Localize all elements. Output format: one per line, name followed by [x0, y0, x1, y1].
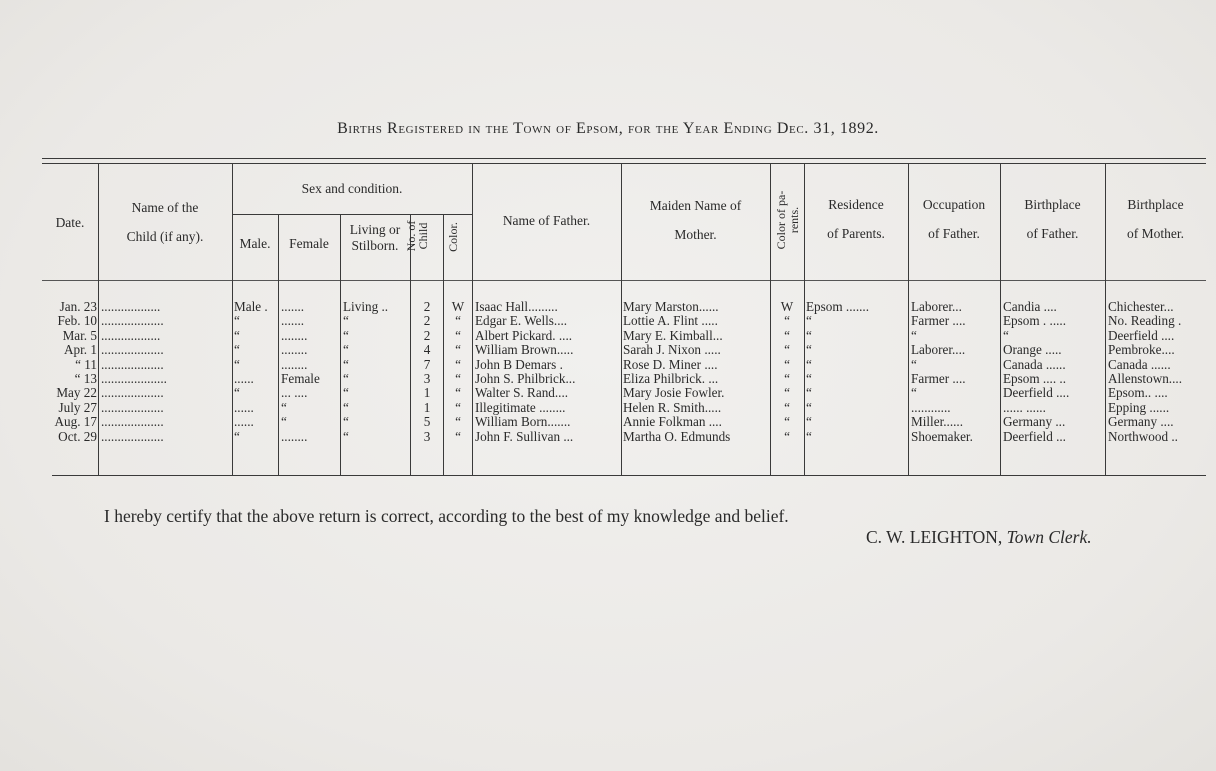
cell-cp: “	[784, 415, 790, 430]
cell-num: 3	[423, 429, 431, 444]
cell-color: W	[451, 300, 465, 314]
cell-bpf: Germany ...	[1003, 415, 1066, 430]
cell-living: “	[343, 357, 349, 372]
cell-living: “	[343, 343, 349, 358]
header-living-2: Stilborn.	[351, 238, 399, 253]
cell-female: ........	[281, 343, 308, 358]
cell-living: “	[343, 386, 349, 401]
cell-bpf: Epsom .... ..	[1003, 372, 1067, 386]
cell-bpm: Northwood ..	[1108, 429, 1178, 444]
cell-father: William Brown.....	[475, 343, 574, 358]
cell-num: 3	[423, 372, 431, 386]
cell-occ: Miller......	[911, 415, 964, 430]
cell-res: “	[806, 372, 812, 386]
cell-male: ......	[234, 400, 254, 415]
cell-res: “	[806, 328, 812, 343]
cell-male: “	[234, 314, 240, 329]
cell-male: Male .	[234, 300, 268, 314]
cell-mother: Mary E. Kimball...	[623, 328, 723, 343]
cell-living: “	[343, 372, 349, 386]
cell-female: ........	[281, 357, 308, 372]
header-sex-condition: Sex and condition.	[301, 181, 403, 196]
cell-female: ........	[281, 328, 308, 343]
cell-female: “	[281, 400, 287, 415]
cell-occ: “	[911, 328, 917, 343]
cell-num: 2	[423, 328, 431, 343]
cell-child: ...................	[101, 357, 164, 372]
cell-male: ......	[234, 372, 254, 386]
cell-father: John B Demars .	[475, 357, 563, 372]
clerk-name: C. W. LEIGHTON,	[866, 527, 1003, 547]
cell-male: “	[234, 343, 240, 358]
cell-num: 4	[423, 343, 431, 358]
cell-date: Feb. 10	[57, 314, 97, 329]
header-bp-mother-2: of Mother.	[1127, 226, 1184, 241]
cell-mother: Martha O. Edmunds	[623, 429, 731, 444]
cell-occ: Laborer...	[911, 300, 962, 314]
header-mother-1: Maiden Name of	[649, 198, 742, 213]
page-title: Births Registered in the Town of Epsom, for the Year Ending Dec. 31, 1892.	[337, 120, 879, 137]
cell-female: ........	[281, 429, 308, 444]
cell-occ: Farmer ....	[911, 314, 966, 329]
header-rule	[42, 280, 1206, 281]
cell-num: 2	[423, 314, 431, 329]
cell-male: “	[234, 386, 240, 401]
cell-color: “	[455, 343, 461, 358]
cell-bpf: ...... ......	[1003, 400, 1046, 415]
cell-date: Mar. 5	[62, 328, 97, 343]
cell-color: “	[455, 357, 461, 372]
cell-bpf: Orange .....	[1003, 343, 1062, 358]
header-male: Male.	[239, 236, 271, 251]
cell-cp: “	[784, 400, 790, 415]
cell-father: Illegitimate ........	[475, 400, 566, 415]
cell-bpf: “	[1003, 328, 1009, 343]
cell-child: ...................	[101, 415, 164, 430]
cell-res: “	[806, 386, 812, 401]
cell-child: ..................	[101, 328, 161, 343]
header-bp-father-2: of Father.	[1026, 226, 1079, 241]
sex-condition-rule	[232, 214, 472, 215]
cell-father: John F. Sullivan ...	[475, 429, 574, 444]
cell-occ: “	[911, 357, 917, 372]
cell-cp: “	[784, 343, 790, 358]
cell-num: 7	[423, 357, 431, 372]
header-father: Name of Father.	[502, 213, 591, 228]
cell-date: May 22	[56, 386, 97, 401]
cell-res: “	[806, 429, 812, 444]
top-rule-2	[42, 163, 1206, 164]
cell-date: “ 11	[75, 357, 97, 372]
cell-bpm: Allenstown....	[1108, 372, 1182, 386]
cell-res: “	[806, 400, 812, 415]
cell-occ: Laborer....	[911, 343, 966, 358]
cell-occ: Shoemaker.	[911, 429, 973, 444]
cell-color: “	[455, 429, 461, 444]
cell-bpf: Canada ......	[1003, 357, 1066, 372]
cell-num: 5	[423, 415, 431, 430]
header-female: Female	[289, 236, 329, 251]
cell-mother: Mary Marston......	[623, 300, 719, 314]
cell-bpm: Pembroke....	[1108, 343, 1175, 358]
cell-mother: Sarah J. Nixon .....	[623, 343, 721, 358]
cell-occ: ............	[911, 400, 951, 415]
cell-res: Epsom .......	[806, 300, 870, 314]
cell-date: “ 13	[74, 372, 97, 386]
header-occupation-1: Occupation	[922, 197, 986, 212]
cell-mother: Rose D. Miner ....	[623, 357, 718, 372]
cell-num: 2	[423, 300, 431, 314]
cell-child: ..................	[101, 300, 161, 314]
cell-child: ...................	[101, 429, 164, 444]
header-living-1: Living or	[349, 222, 401, 237]
cell-color: “	[455, 314, 461, 329]
cell-cp: “	[784, 328, 790, 343]
cell-father: Albert Pickard. ....	[475, 328, 573, 343]
cell-child: ....................	[101, 372, 167, 386]
cell-num: 1	[423, 400, 431, 415]
cell-living: “	[343, 400, 349, 415]
header-bp-father-1: Birthplace	[1024, 197, 1081, 212]
cell-res: “	[806, 343, 812, 358]
cell-cp: “	[784, 386, 790, 401]
cell-occ: Farmer ....	[911, 372, 966, 386]
cell-living: Living ..	[343, 300, 389, 314]
cell-living: “	[343, 328, 349, 343]
header-color-parents-2: rents.	[787, 206, 801, 234]
cell-bpm: Epping ......	[1108, 400, 1170, 415]
cell-bpf: Epsom . .....	[1003, 314, 1067, 329]
header-occupation-2: of Father.	[928, 226, 980, 241]
cell-cp: W	[780, 300, 794, 314]
cell-mother: Helen R. Smith.....	[623, 400, 722, 415]
header-child-name-1: Name of the	[131, 200, 199, 215]
cell-bpm: Germany ....	[1108, 415, 1174, 430]
cell-color: “	[455, 415, 461, 430]
header-date: Date.	[55, 215, 85, 230]
header-no-child-2: Child	[416, 222, 430, 250]
cell-date: July 27	[58, 400, 97, 415]
cell-bpm: Canada ......	[1108, 357, 1171, 372]
header-residence-1: Residence	[828, 197, 884, 212]
cell-color: “	[455, 386, 461, 401]
cell-female: .......	[281, 314, 305, 329]
cell-num: 1	[423, 386, 431, 401]
cell-child: ...................	[101, 400, 164, 415]
cell-cp: “	[784, 357, 790, 372]
header-no-child-1: No. of	[404, 220, 418, 252]
cell-color: “	[455, 372, 461, 386]
cell-cp: “	[784, 372, 790, 386]
header-color: Color.	[446, 222, 460, 252]
cell-father: John S. Philbrick...	[475, 372, 576, 386]
header-color-parents-1: Color of pa-	[774, 190, 788, 250]
cell-res: “	[806, 314, 812, 329]
cell-bpf: Deerfield ....	[1003, 386, 1070, 401]
cell-male: “	[234, 328, 240, 343]
cell-child: ...................	[101, 386, 164, 401]
header-bp-mother-1: Birthplace	[1127, 197, 1184, 212]
bottom-rule	[52, 475, 1206, 476]
cell-color: “	[455, 400, 461, 415]
col-rule	[232, 163, 233, 475]
cell-father: Isaac Hall.........	[475, 300, 558, 314]
clerk-signature	[866, 527, 1092, 548]
certification-text: I hereby certify that the above return is correct, according to the best of my knowledge and belief.	[104, 506, 789, 526]
cell-date: Oct. 29	[58, 429, 97, 444]
cell-child: ...................	[101, 343, 164, 358]
cell-child: ...................	[101, 314, 164, 329]
cell-bpf: Candia ....	[1003, 300, 1057, 314]
cell-res: “	[806, 357, 812, 372]
header-child-name-2: Child (if any).	[126, 229, 204, 244]
cell-date: Aug. 17	[54, 415, 97, 430]
cell-date: Apr. 1	[64, 343, 97, 358]
cell-bpf: Deerfield ...	[1003, 429, 1066, 444]
cell-father: William Born.......	[475, 415, 571, 430]
cell-mother: Eliza Philbrick. ...	[623, 372, 719, 386]
top-rule	[42, 158, 1206, 159]
cell-male: “	[234, 357, 240, 372]
cell-living: “	[343, 429, 349, 444]
cell-res: “	[806, 415, 812, 430]
cell-male: “	[234, 429, 240, 444]
col-rule	[770, 163, 771, 475]
cell-bpm: Deerfield ....	[1108, 328, 1175, 343]
cell-cp: “	[784, 429, 790, 444]
cell-father: Edgar E. Wells....	[475, 314, 568, 329]
cell-living: “	[343, 314, 349, 329]
cell-date: Jan. 23	[59, 300, 97, 314]
cell-father: Walter S. Rand....	[475, 386, 569, 401]
cell-female: .......	[281, 300, 305, 314]
cell-occ: “	[911, 386, 917, 401]
cell-bpm: Epsom.. ....	[1108, 386, 1168, 401]
clerk-title: Town Clerk.	[1006, 527, 1092, 547]
header-mother-2: Mother.	[674, 227, 717, 242]
cell-cp: “	[784, 314, 790, 329]
cell-bpm: Chichester...	[1108, 300, 1174, 314]
cell-mother: Mary Josie Fowler.	[623, 386, 725, 401]
cell-male: ......	[234, 415, 254, 430]
header-residence-2: of Parents.	[827, 226, 885, 241]
cell-female: ... ....	[281, 386, 308, 401]
cell-color: “	[455, 328, 461, 343]
cell-bpm: No. Reading .	[1108, 314, 1182, 329]
cell-mother: Lottie A. Flint .....	[623, 314, 718, 329]
cell-mother: Annie Folkman ....	[623, 415, 722, 430]
cell-female: “	[281, 415, 287, 430]
cell-living: “	[343, 415, 349, 430]
cell-female: Female	[281, 372, 320, 386]
